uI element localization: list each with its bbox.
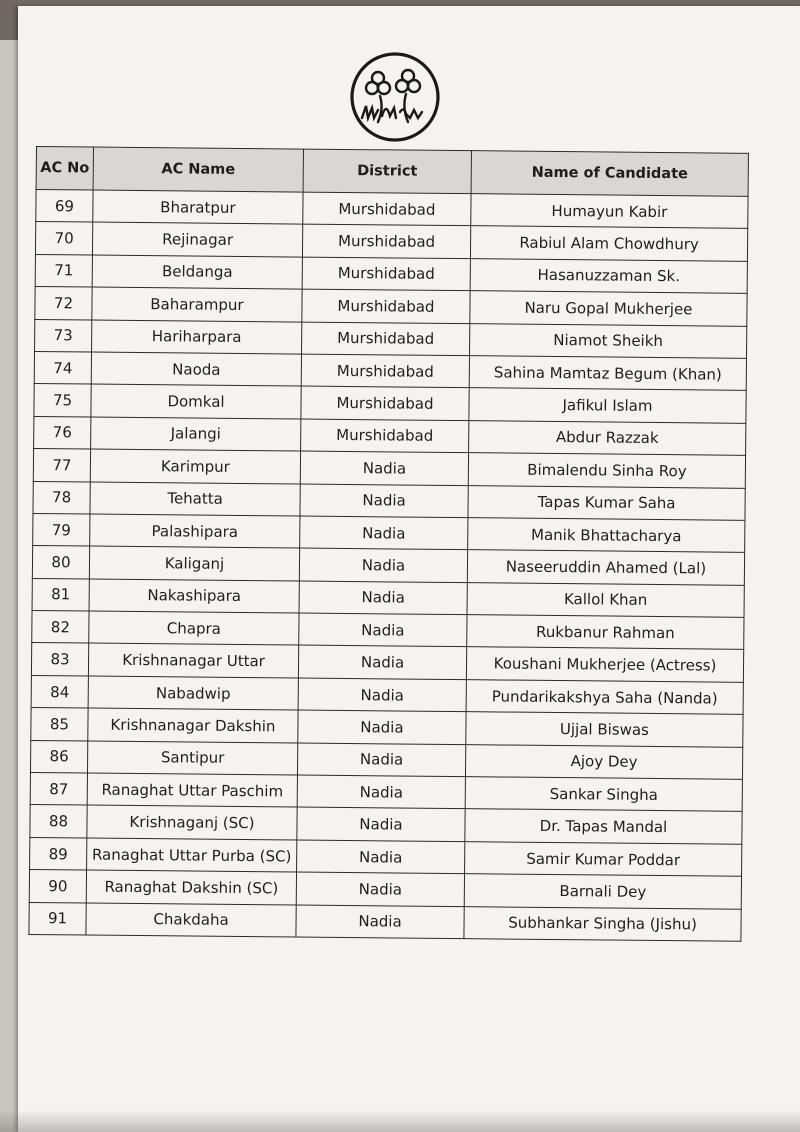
header-ac-no: AC No	[36, 147, 93, 191]
cell-ac-no: 89	[30, 837, 87, 870]
cell-ac-no: 75	[34, 384, 91, 417]
cell-candidate: Naseeruddin Ahamed (Lal)	[467, 550, 744, 585]
cell-ac-no: 73	[35, 319, 92, 352]
cell-ac-no: 72	[35, 287, 92, 320]
cell-district: Nadia	[299, 581, 467, 615]
cell-district: Nadia	[300, 451, 468, 485]
cell-ac-no: 81	[32, 578, 89, 611]
cell-ac-name: Jalangi	[91, 417, 301, 451]
cell-ac-name: Krishnanagar Dakshin	[88, 708, 298, 742]
table-row	[29, 902, 741, 941]
candidate-table	[28, 146, 749, 942]
cell-candidate: Tapas Kumar Saha	[468, 485, 745, 520]
cell-ac-name: Kaliganj	[89, 546, 299, 580]
cell-candidate: Naru Gopal Mukherjee	[470, 291, 747, 326]
cell-ac-no: 83	[31, 643, 88, 676]
cell-district: Murshidabad	[302, 322, 470, 356]
cell-ac-no: 88	[30, 805, 87, 838]
cell-ac-name: Nakashipara	[89, 579, 299, 613]
party-emblem-icon	[348, 52, 442, 142]
cell-district: Nadia	[297, 840, 465, 874]
cell-ac-name: Chakdaha	[86, 903, 296, 937]
cell-district: Murshidabad	[302, 289, 470, 323]
cell-ac-no: 78	[33, 481, 90, 514]
cell-candidate: Manik Bhattacharya	[468, 518, 745, 553]
cell-district: Murshidabad	[301, 419, 469, 453]
cell-district: Nadia	[297, 775, 465, 809]
cell-candidate: Ajoy Dey	[465, 744, 742, 779]
cell-ac-no: 86	[30, 740, 87, 773]
cell-ac-name: Baharampur	[92, 287, 302, 321]
cell-candidate: Niamot Sheikh	[470, 323, 747, 358]
candidate-table-wrapper	[28, 146, 748, 942]
cell-ac-no: 71	[35, 254, 92, 287]
cell-district: Nadia	[299, 548, 467, 582]
cell-candidate: Jafikul Islam	[469, 388, 746, 423]
cell-candidate: Rukbanur Rahman	[467, 615, 744, 650]
cell-candidate: Barnali Dey	[464, 874, 741, 909]
cell-district: Nadia	[300, 484, 468, 518]
cell-candidate: Ujjal Biswas	[466, 712, 743, 747]
cell-district: Nadia	[297, 743, 465, 777]
cell-ac-name: Palashipara	[90, 514, 300, 548]
cell-candidate: Dr. Tapas Mandal	[465, 809, 742, 844]
cell-district: Nadia	[298, 710, 466, 744]
cell-district: Murshidabad	[302, 224, 470, 258]
page-bottom-shadow	[0, 1110, 800, 1132]
cell-ac-name: Chapra	[89, 611, 299, 645]
cell-ac-no: 90	[29, 870, 86, 903]
cell-district: Murshidabad	[302, 257, 470, 291]
cell-ac-name: Naoda	[91, 352, 301, 386]
cell-ac-name: Beldanga	[92, 255, 302, 289]
cell-ac-no: 74	[34, 351, 91, 384]
cell-ac-no: 77	[33, 449, 90, 482]
cell-district: Nadia	[299, 613, 467, 647]
table-header-row	[36, 147, 748, 197]
cell-candidate: Subhankar Singha (Jishu)	[464, 906, 741, 941]
cell-ac-name: Karimpur	[90, 449, 300, 483]
cell-ac-name: Santipur	[87, 741, 297, 775]
cell-district: Murshidabad	[303, 192, 471, 226]
cell-candidate: Hasanuzzaman Sk.	[470, 258, 747, 293]
cell-ac-name: Ranaghat Dakshin (SC)	[86, 870, 296, 904]
cell-ac-no: 87	[30, 773, 87, 806]
cell-ac-no: 85	[31, 708, 88, 741]
cell-ac-no: 91	[29, 902, 86, 935]
cell-candidate: Kallol Khan	[467, 582, 744, 617]
cell-district: Nadia	[297, 807, 465, 841]
cell-candidate: Sahina Mamtaz Begum (Khan)	[469, 356, 746, 391]
header-district: District	[303, 149, 471, 194]
cell-ac-name: Rejinagar	[92, 222, 302, 256]
cell-ac-name: Bharatpur	[93, 190, 303, 224]
cell-district: Nadia	[298, 678, 466, 712]
cell-ac-name: Hariharpara	[92, 320, 302, 354]
cell-ac-name: Ranaghat Uttar Paschim	[87, 773, 297, 807]
cell-ac-no: 82	[32, 611, 89, 644]
cell-candidate: Samir Kumar Poddar	[465, 841, 742, 876]
header-ac-name: AC Name	[93, 147, 303, 192]
cell-ac-no: 76	[34, 416, 91, 449]
cell-district: Nadia	[296, 872, 464, 906]
cell-ac-name: Ranaghat Uttar Purba (SC)	[87, 838, 297, 872]
cell-candidate: Rabiul Alam Chowdhury	[470, 226, 747, 261]
cell-ac-no: 70	[35, 222, 92, 255]
cell-candidate: Sankar Singha	[465, 777, 742, 812]
cell-district: Nadia	[296, 905, 464, 939]
cell-candidate: Bimalendu Sinha Roy	[468, 453, 745, 488]
cell-district: Nadia	[298, 646, 466, 680]
cell-ac-name: Krishnanagar Uttar	[88, 643, 298, 677]
cell-district: Murshidabad	[301, 386, 469, 420]
cell-ac-name: Krishnaganj (SC)	[87, 805, 297, 839]
cell-district: Nadia	[300, 516, 468, 550]
cell-ac-name: Nabadwip	[88, 676, 298, 710]
cell-candidate: Humayun Kabir	[471, 194, 748, 229]
cell-ac-no: 80	[32, 546, 89, 579]
cell-ac-no: 79	[33, 513, 90, 546]
header-candidate-name: Name of Candidate	[471, 151, 748, 197]
cell-candidate: Pundarikakshya Saha (Nanda)	[466, 680, 743, 715]
cell-ac-no: 84	[31, 675, 88, 708]
cell-candidate: Koushani Mukherjee (Actress)	[466, 647, 743, 682]
cell-candidate: Abdur Razzak	[469, 420, 746, 455]
cell-ac-no: 69	[36, 190, 93, 223]
cell-district: Murshidabad	[301, 354, 469, 388]
cell-ac-name: Tehatta	[90, 482, 300, 516]
cell-ac-name: Domkal	[91, 384, 301, 418]
